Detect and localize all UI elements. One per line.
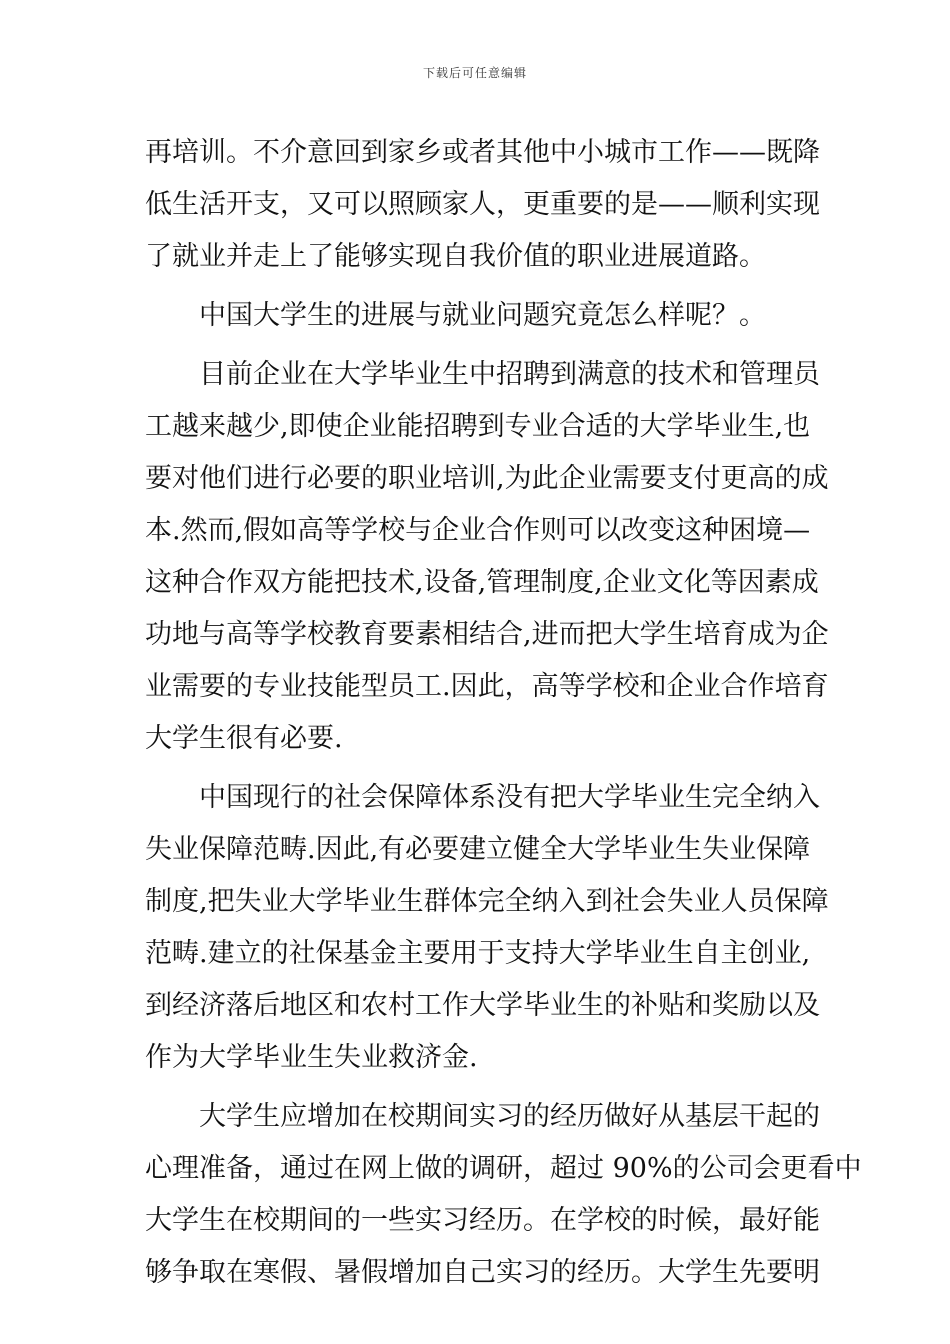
text-line: 制度,把失业大学毕业生群体完全纳入到社会失业人员保障 [145,886,829,917]
text-line: 心理准备，通过在网上做的调研，超过 90%的公司会更看中 [145,1153,862,1184]
text-line: 目前企业在大学毕业生中招聘到满意的技术和管理员 [199,359,820,390]
paragraph [145,772,829,1084]
paragraph [145,127,820,283]
paragraph [145,349,829,765]
text-line: 低生活开支，又可以照顾家人，更重要的是——顺利实现 [145,189,820,220]
paragraph [145,290,807,342]
page-header: 下载后可任意编辑 [422,66,527,80]
text-line: 中国大学生的进展与就业问题究竟怎么样呢？。 [199,300,766,331]
text-line: 要对他们进行必要的职业培训,为此企业需要支付更高的成 [145,463,829,494]
text-line: 这种合作双方能把技术,设备,管理制度,企业文化等因素成 [145,567,819,598]
document-body [145,127,862,1299]
text-line: 中国现行的社会保障体系没有把大学毕业生完全纳入 [199,782,820,813]
text-line: 大学生应增加在校期间实习的经历做好从基层干起的 [199,1101,820,1132]
text-line: 再培训。不介意回到家乡或者其他中小城市工作——既降 [145,137,820,168]
text-line: 作为大学毕业生失业救济金. [145,1042,478,1073]
text-line: 到经济落后地区和农村工作大学毕业生的补贴和奖励以及 [145,990,820,1021]
text-line: 本.然而,假如高等学校与企业合作则可以改变这种困境— [145,515,811,546]
text-line: 失业保障范畴.因此,有必要建立健全大学毕业生失业保障 [145,834,811,865]
paragraph [145,1091,862,1299]
text-line: 范畴.建立的社保基金主要用于支持大学毕业生自主创业, [145,938,811,969]
text-line: 大学生很有必要. [145,723,343,754]
text-line: 够争取在寒假、暑假增加自己实习的经历。大学生先要明 [145,1257,820,1288]
text-line: 大学生在校期间的一些实习经历。在学校的时候，最好能 [145,1205,820,1236]
text-line: 工越来越少,即使企业能招聘到专业合适的大学毕业生,也 [145,411,811,442]
text-line: 了就业并走上了能够实现自我价值的职业进展道路。 [145,241,766,272]
text-line: 功地与高等学校教育要素相结合,进而把大学生培育成为企 [145,619,829,650]
text-line: 业需要的专业技能型员工.因此，高等学校和企业合作培育 [145,671,829,702]
